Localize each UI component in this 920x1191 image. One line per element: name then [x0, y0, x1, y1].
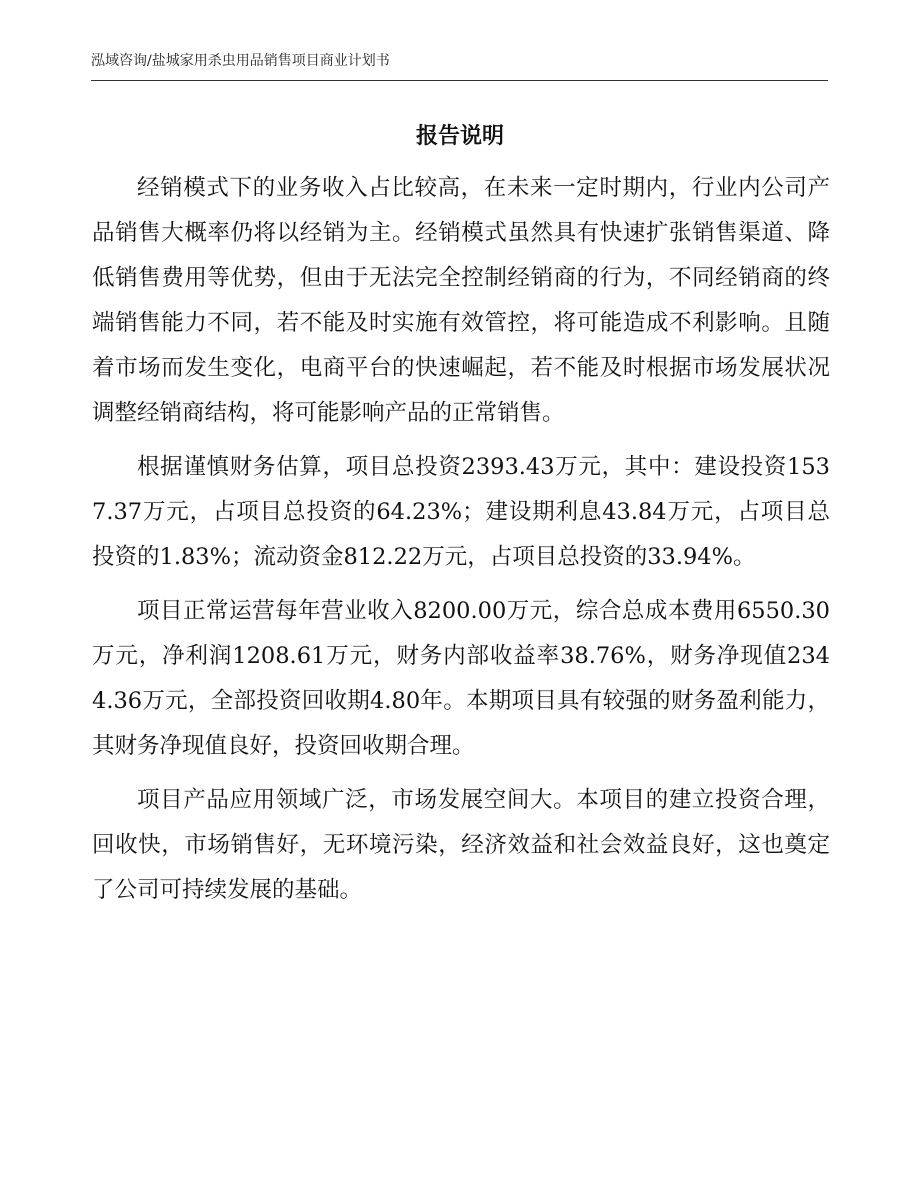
paragraph-conclusion: 项目产品应用领域广泛，市场发展空间大。本项目的建立投资合理，回收快，市场销售好，无环境污染，经济效益和社会效益良好，这也奠定了公司可持续发展的基础。	[92, 787, 830, 903]
header-divider	[91, 80, 828, 81]
running-header: 泓域咨询/盐城家用杀虫用品销售项目商业计划书	[91, 53, 390, 69]
page-title: 报告说明	[415, 123, 504, 149]
report-body	[92, 166, 830, 922]
paragraph-distribution: 经销模式下的业务收入占比较高，在未来一定时期内，行业内公司产品销售大概率仍将以经销为主。经销模式虽然具有快速扩张销售渠道、降低销售费用等优势，但由于无法完全控制经销商的行为，不同经销商的终端销售能力不同，若不能及时实施有效管控，将可能造成不利影响。且随着市场而发生变化，电商平台的快速崛起，若不能及时根据市场发展状况调整经销商结构，将可能影响产品的正常销售。	[92, 175, 830, 426]
paragraph-operations: 项目正常运营每年营业收入8200.00万元，综合总成本费用6550.30万元，净利润1208.61万元，财务内部收益率38.76%，财务净现值2344.36万元，全部投资回收期4.80年。本期项目具有较强的财务盈利能力，其财务净现值良好，投资回收期合理。	[92, 598, 830, 759]
paragraph-investment: 根据谨慎财务估算，项目总投资2393.43万元，其中：建设投资1537.37万元，占项目总投资的64.23%；建设期利息43.84万元，占项目总投资的1.83%；流动资金812.22万元，占项目总投资的33.94%。	[92, 454, 830, 570]
